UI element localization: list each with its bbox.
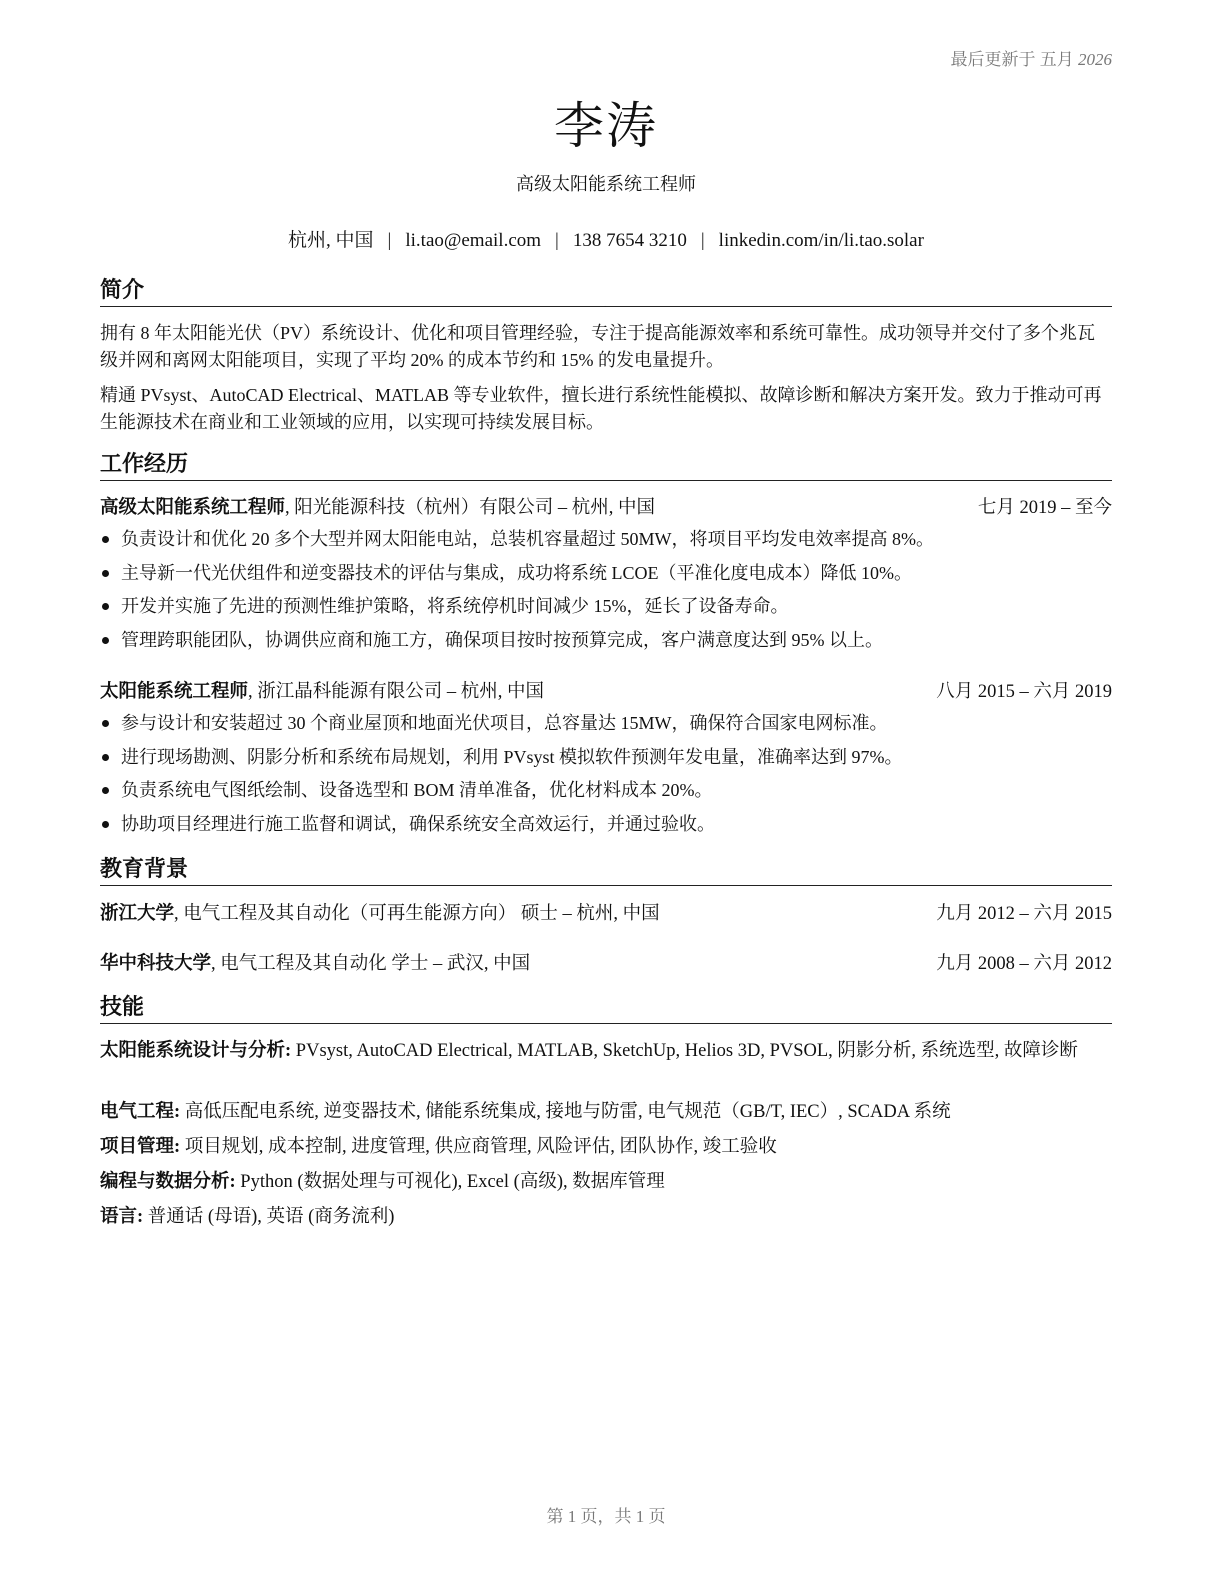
resume-page xyxy=(100,0,1112,1584)
summary-paragraph: 拥有 8 年太阳能光伏（PV）系统设计、优化和项目管理经验，专注于提高能源效率和系统可靠性。成功领导并交付了多个兆瓦级并网和离网太阳能项目，实现了平均 20% 的成本节约和 15% 的发电量提升。 xyxy=(100,323,1096,370)
job-bullet-text: 负责设计和优化 20 多个大型并网太阳能电站，总装机容量超过 50MW，将项目平均发电效率提高 8%。 xyxy=(121,529,934,549)
skill-value: 普通话 (母语), 英语 (商务流利) xyxy=(143,1207,395,1227)
last-updated-month: 五月 xyxy=(1039,50,1074,69)
last-updated-prefix: 最后更新于 xyxy=(950,50,1036,69)
skill-value: PVsyst, AutoCAD Electrical, MATLAB, SketchUp, Helios 3D, PVSOL, 阴影分析, 系统选型, 故障诊断 xyxy=(291,1041,1078,1061)
section-heading-education: 教育背景 xyxy=(100,856,1112,886)
contact-separator: | xyxy=(387,230,392,251)
job-bullet-text: 负责系统电气图纸绘制、设备选型和 BOM 清单准备，优化材料成本 20%。 xyxy=(121,780,713,800)
job-header xyxy=(100,679,1112,705)
skill-row xyxy=(100,1204,1112,1230)
job-bullet-text: 协助项目经理进行施工监督和调试，确保系统安全高效运行，并通过验收。 xyxy=(121,813,715,834)
bullet-dot xyxy=(102,720,109,727)
page-indicator: 第 1 页，共 1 页 xyxy=(546,1507,666,1526)
job-bullets xyxy=(100,707,1112,841)
skill-label: 编程与数据分析: xyxy=(100,1172,236,1192)
education-detail: , 电气工程及其自动化 学士 – 武汉, 中国 xyxy=(211,954,531,974)
skill-label: 语言: xyxy=(100,1207,144,1227)
job-bullet xyxy=(100,741,1112,775)
job-role: 高级太阳能系统工程师 xyxy=(100,498,286,518)
education-entry xyxy=(100,901,1112,927)
skill-label: 太阳能系统设计与分析: xyxy=(100,1041,292,1061)
job-bullet xyxy=(100,523,1112,557)
bullet-dot xyxy=(102,536,109,543)
contact-separator: | xyxy=(700,230,705,251)
job-company: , 浙江晶科能源有限公司 – 杭州, 中国 xyxy=(248,682,545,702)
education-date: 九月 2008 – 六月 2012 xyxy=(936,954,1112,974)
job-bullet-text: 管理跨职能团队，协调供应商和施工方，确保项目按时按预算完成，客户满意度达到 95% 以上。 xyxy=(121,629,883,650)
contact-email-link[interactable]: li.tao@email.com xyxy=(405,230,542,251)
job-bullet-text: 开发并实施了先进的预测性维护策略，将系统停机时间减少 15%，延长了设备寿命。 xyxy=(121,596,789,616)
bullet-dot xyxy=(102,787,109,794)
education-detail: , 电气工程及其自动化（可再生能源方向） 硕士 – 杭州, 中国 xyxy=(174,904,660,924)
skill-value: 项目规划, 成本控制, 进度管理, 供应商管理, 风险评估, 团队协作, 竣工验收 xyxy=(180,1137,777,1157)
job-header xyxy=(100,495,1112,521)
contact-separator: | xyxy=(555,230,559,251)
education-date: 九月 2012 – 六月 2015 xyxy=(936,904,1112,924)
section-heading-skills: 技能 xyxy=(100,994,1112,1024)
job-bullet xyxy=(100,557,1112,591)
contact-linkedin-link[interactable]: linkedin.com/in/li.tao.solar xyxy=(718,230,924,251)
job-bullets xyxy=(100,523,1112,657)
education-entry xyxy=(100,951,1112,977)
bullet-dot xyxy=(102,603,109,610)
last-updated-year: 2026 xyxy=(1078,50,1112,69)
last-updated xyxy=(951,45,1113,70)
job-bullet xyxy=(100,624,1112,658)
skill-row xyxy=(100,1134,1112,1160)
job-role: 太阳能系统工程师 xyxy=(100,682,249,702)
summary-paragraph: 精通 PVsyst、AutoCAD Electrical、MATLAB 等专业软件，擅长进行系统性能模拟、故障诊断和解决方案开发。致力于推动可再生能源技术在商业和工业领域的应用，以实现可持续发展目标。 xyxy=(100,385,1102,432)
section-heading-experience: 工作经历 xyxy=(100,451,1112,481)
skill-row xyxy=(100,1099,1112,1125)
candidate-title: 高级太阳能系统工程师 xyxy=(516,174,696,194)
skill-value: Python (数据处理与可视化), Excel (高级), 数据库管理 xyxy=(235,1172,665,1192)
bullet-dot xyxy=(102,570,109,577)
education-school: 浙江大学 xyxy=(100,904,175,924)
skill-value: 高低压配电系统, 逆变器技术, 储能系统集成, 接地与防雷, 电气规范（GB/T, IEC）, SCADA 系统 xyxy=(180,1102,951,1122)
job-bullet-text: 主导新一代光伏组件和逆变器技术的评估与集成，成功将系统 LCOE（平准化度电成本）降低 10%。 xyxy=(121,562,912,583)
job-company: , 阳光能源科技（杭州）有限公司 – 杭州, 中国 xyxy=(285,498,656,518)
bullet-dot xyxy=(102,637,109,644)
contact-phone: 138 7654 3210 xyxy=(572,230,687,251)
bullet-dot xyxy=(102,821,109,828)
job-bullet xyxy=(100,774,1112,808)
job-date: 八月 2015 – 六月 2019 xyxy=(936,682,1112,702)
skill-label: 电气工程: xyxy=(100,1102,181,1122)
section-heading-summary: 简介 xyxy=(100,277,1112,307)
job-bullet xyxy=(100,707,1112,741)
skill-label: 项目管理: xyxy=(100,1137,181,1157)
job-bullet-text: 参与设计和安装超过 30 个商业屋顶和地面光伏项目，总容量达 15MW，确保符合国家电网标准。 xyxy=(121,713,888,733)
job-bullet-text: 进行现场勘测、阴影分析和系统布局规划，利用 PVsyst 模拟软件预测年发电量，准确率达到 97%。 xyxy=(121,746,903,767)
skill-row xyxy=(100,1169,1112,1195)
job-bullet xyxy=(100,808,1112,842)
job-date: 七月 2019 – 至今 xyxy=(977,498,1112,518)
education-school: 华中科技大学 xyxy=(100,954,212,974)
bullet-dot xyxy=(102,754,109,761)
candidate-name: 李涛 xyxy=(554,97,658,155)
skill-row xyxy=(100,1038,1112,1064)
contact-line xyxy=(100,225,1112,252)
job-bullet xyxy=(100,590,1112,624)
contact-location: 杭州, 中国 xyxy=(288,230,374,251)
